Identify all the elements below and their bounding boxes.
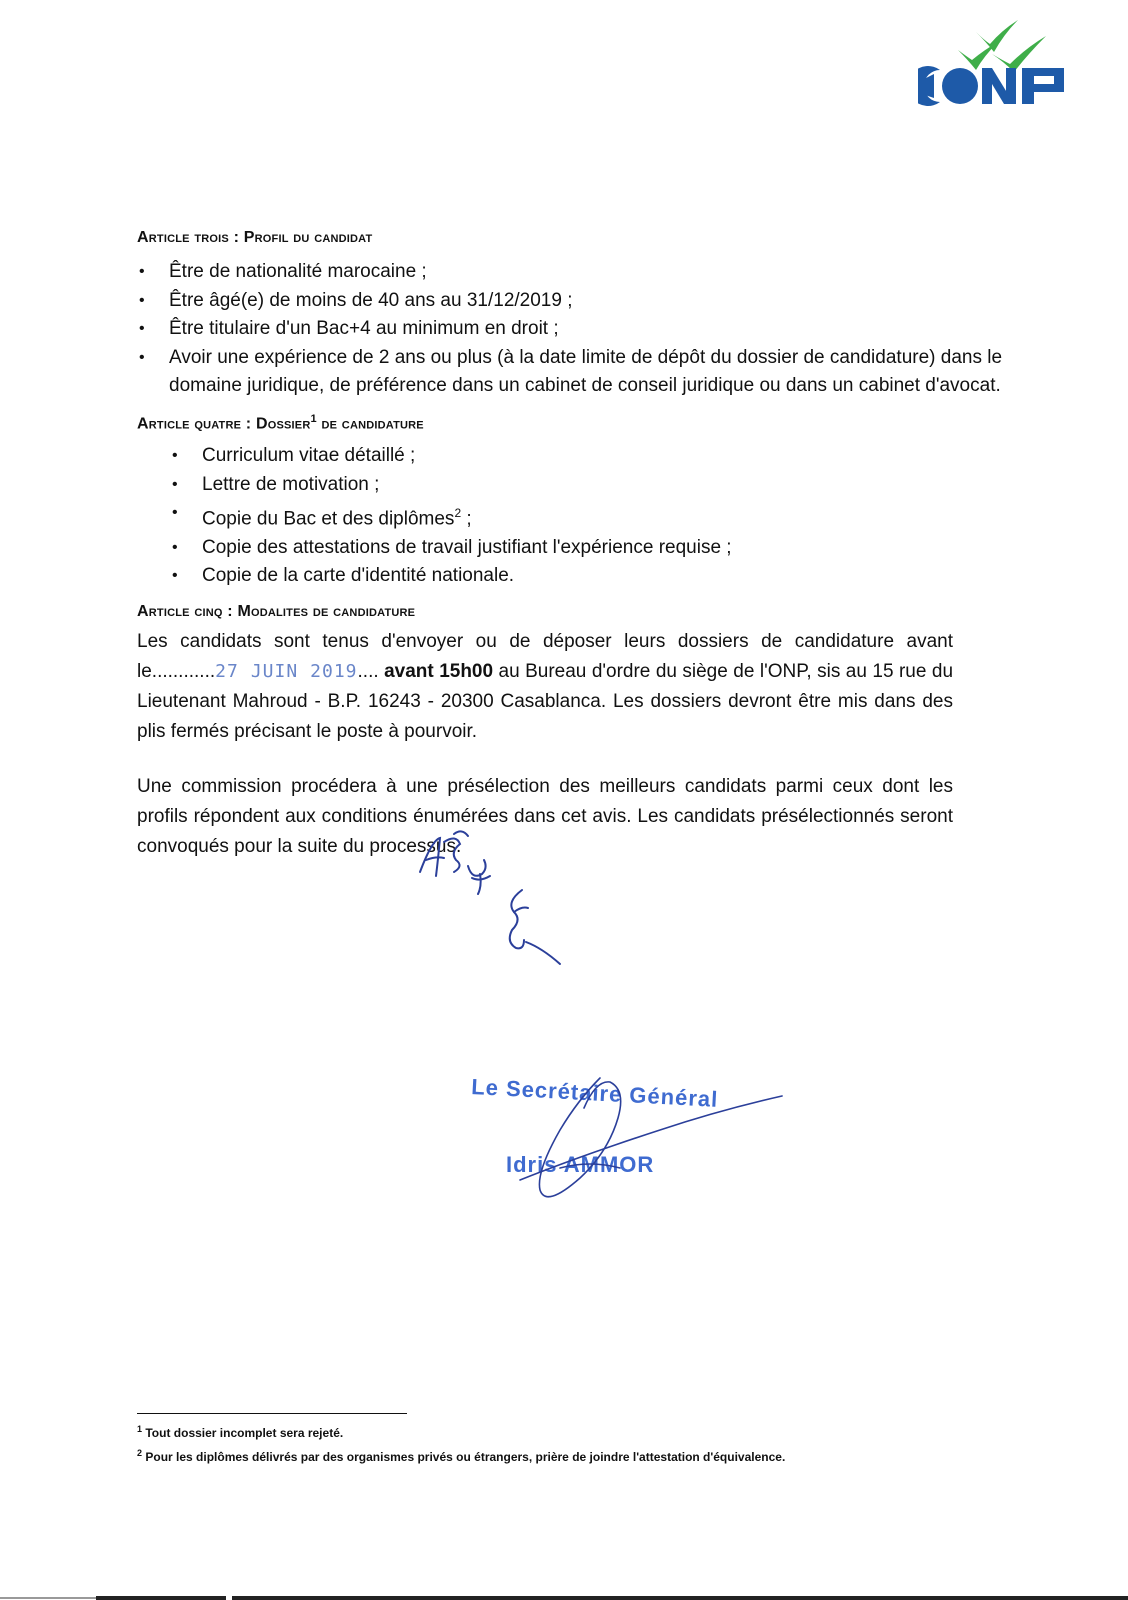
list-item: • Avoir une expérience de 2 ans ou plus (à la date limite de dépôt du dossier de candidature) dans le domaine juridique, de préférence dans un cabinet de conseil juridique ou dans un cabinet d'avocat. [137,344,1027,401]
list-item: • Lettre de motivation ; [170,471,990,500]
date-stamp: 27 JUIN 2019 [215,661,358,682]
deadline-time: avant 15h00 [384,661,494,682]
handwritten-initials [410,830,580,980]
list-item: • Curriculum vitae détaillé ; [170,442,990,471]
list-item: • Être de nationalité marocaine ; [137,258,1027,287]
scan-edge [0,1597,96,1599]
signature [500,1060,810,1210]
logo-letters [918,66,1064,106]
footnote-number: 1 [137,1424,143,1434]
candidate-profile-list [137,258,1027,401]
bird-icon [958,42,998,70]
list-item: • Copie de la carte d'identité nationale. [170,562,990,591]
heading-text: de candidature [316,415,424,433]
stamp-name: Idris AMMOR [506,1152,655,1177]
onp-logo [918,10,1070,114]
stamp-title: Le Secrétaire Général [470,1074,719,1112]
footnote-1 [137,1424,343,1440]
item-text: ; [461,508,472,530]
submission-paragraph [137,627,953,747]
list-item: • Être âgé(e) de moins de 40 ans au 31/12/2019 ; [137,287,1027,316]
footnote-number: 2 [137,1448,143,1458]
list-item: • Copie des attestations de travail justifiant l'expérience requise ; [170,534,990,563]
paragraph-text: .... [357,661,379,682]
footnote-2 [137,1448,785,1464]
footnote-ref: 1 [310,413,317,425]
list-item [170,499,990,534]
article-five-heading: Article cinq : Modalites de candidature [137,603,416,620]
application-file-list [170,442,990,591]
paragraph-text: au Bureau d'ordre du siège de l'ONP, sis au 15 rue du Lieutenant Mahroud - B.P. 16243 - 20300 Casablanca. Les dossiers devront être mis dans des plis fermés précisant le poste à pourvoir. [137,661,954,742]
footnote-ref: 2 [454,506,462,520]
selection-paragraph: Une commission procédera à une présélection des meilleurs candidats parmi ceux dont les profils répondent aux conditions énumérées dans cet avis. Les candidats présélectionnés seront convoqués pour la suite du processus. [137,776,953,857]
footnote-text: Pour les diplômes délivrés par des organismes privés ou étrangers, prière de joindre l'attestation d'équivalence. [145,1450,786,1464]
article-four-heading [137,413,424,433]
footnote-text: Tout dossier incomplet sera rejeté. [145,1426,344,1440]
scan-edge [96,1596,226,1600]
heading-text: Article quatre : Dossier [137,415,311,433]
article-three-heading: Article trois : Profil du candidat [137,229,373,246]
scan-edge [232,1596,1128,1600]
item-text: Copie du Bac et des diplômes [202,508,455,530]
bird-icon [976,20,1018,52]
paragraph-text: Les candidats sont tenus d'envoyer ou de déposer leurs dossiers de candidature avant le............ [137,631,953,682]
footnote-divider [137,1413,407,1414]
list-item: • Être titulaire d'un Bac+4 au minimum en droit ; [137,315,1027,344]
